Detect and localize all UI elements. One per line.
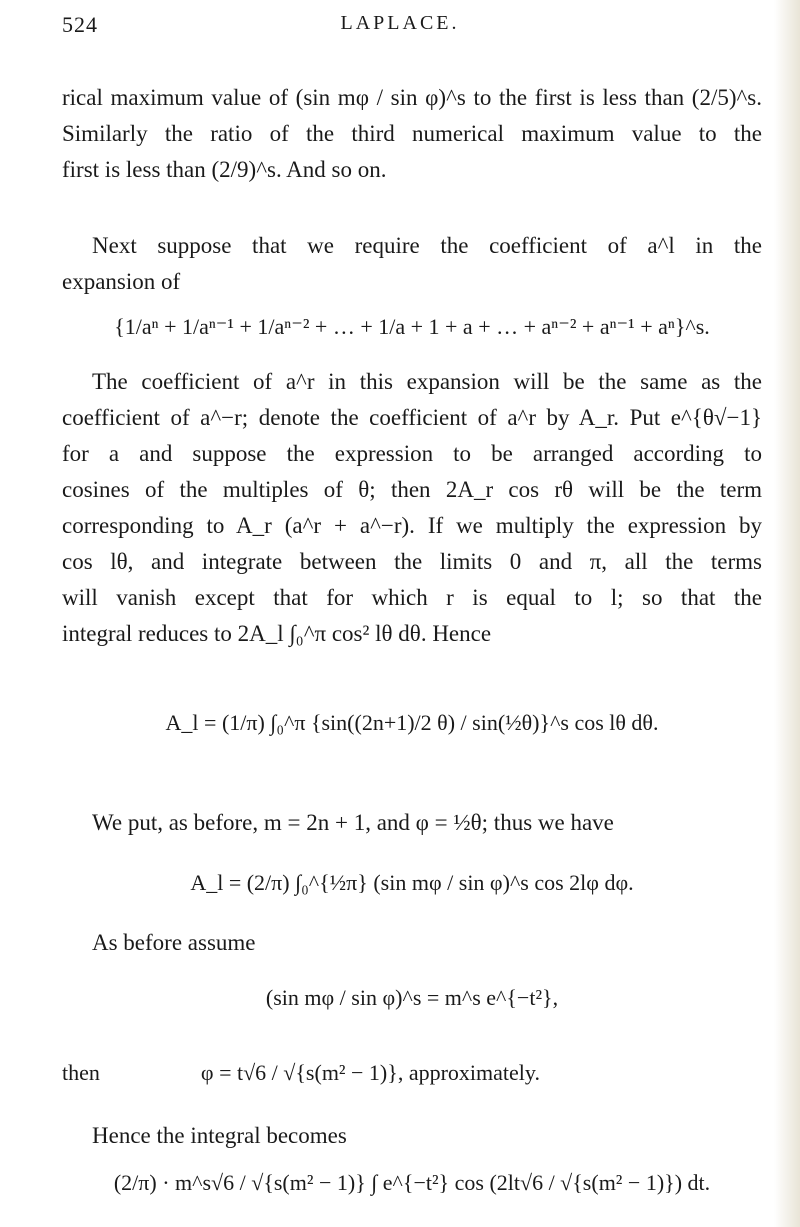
paragraph-4 [62,805,762,841]
text-line: expansion of [62,269,181,294]
text-line: Hence the integral becomes [92,1123,347,1148]
equation-a-l-phi: A_l = (2/π) ∫₀^{½π} (sin mφ / sin φ)^s cos 2lφ dφ. [190,870,634,895]
paragraph-2 [62,228,762,300]
equation-a-l-theta: A_l = (1/π) ∫₀^π {sin((2n+1)/2 θ) / sin(½θ)}^s cos lθ dθ. [165,710,659,735]
equation-final-integral: (2/π) · m^s√6 / √{s(m² − 1)} ∫ e^{−t²} cos (2lt√6 / √{s(m² − 1)}) dt. [113,1170,711,1195]
page-number: 524 [62,12,98,37]
text-line: first is less than (2/9)^s. And so on. [62,157,387,182]
equation-expansion: {1/aⁿ + 1/aⁿ⁻¹ + 1/aⁿ⁻² + … + 1/a + 1 + a + … + aⁿ⁻² + aⁿ⁻¹ + aⁿ}^s. [114,314,710,339]
page-edge-shadow [774,0,800,1227]
text-line: cosines of the multiples of θ; then 2A_r cos rθ will be the term [62,477,762,502]
text-line: coefficient of a^−r; denote the coefficient of a^r by A_r. Put e^{θ√−1} [62,405,762,430]
paragraph-1 [62,80,762,188]
equation-phi-line [62,1060,762,1086]
equation-phi: φ = t√6 / √{s(m² − 1)} [200,1060,398,1085]
text-line: for a and suppose the expression to be arranged according to [62,441,762,466]
paragraph-3 [62,364,762,652]
text-line: Next suppose that we require the coefficient of a^l in the [92,233,762,258]
running-head: LAPLACE. [340,12,460,34]
text-line: integral reduces to 2A_l ∫₀^π cos² lθ dθ. Hence [62,621,492,646]
paragraph-5 [62,925,762,961]
paragraph-6 [62,1118,762,1154]
text-line: will vanish except that for which r is equal to l; so that the [62,585,762,610]
text-line: corresponding to A_r (a^r + a^−r). If we multiply the expression by [62,513,762,538]
text-line: As before assume [92,930,256,955]
equation-assume: (sin mφ / sin φ)^s = m^s e^{−t²}, [265,985,559,1010]
approximately-label: , approximately. [397,1060,540,1085]
text-line: cos lθ, and integrate between the limits 0 and π, all the terms [62,549,762,574]
then-label: then [62,1060,100,1085]
text-line: Similarly the ratio of the third numerical maximum value to the [62,121,762,146]
text-line: We put, as before, m = 2n + 1, and φ = ½θ; thus we have [92,810,614,835]
text-line: rical maximum value of (sin mφ / sin φ)^s to the first is less than (2/5)^s. [62,85,762,110]
text-line: The coefficient of a^r in this expansion will be the same as the [92,369,762,394]
